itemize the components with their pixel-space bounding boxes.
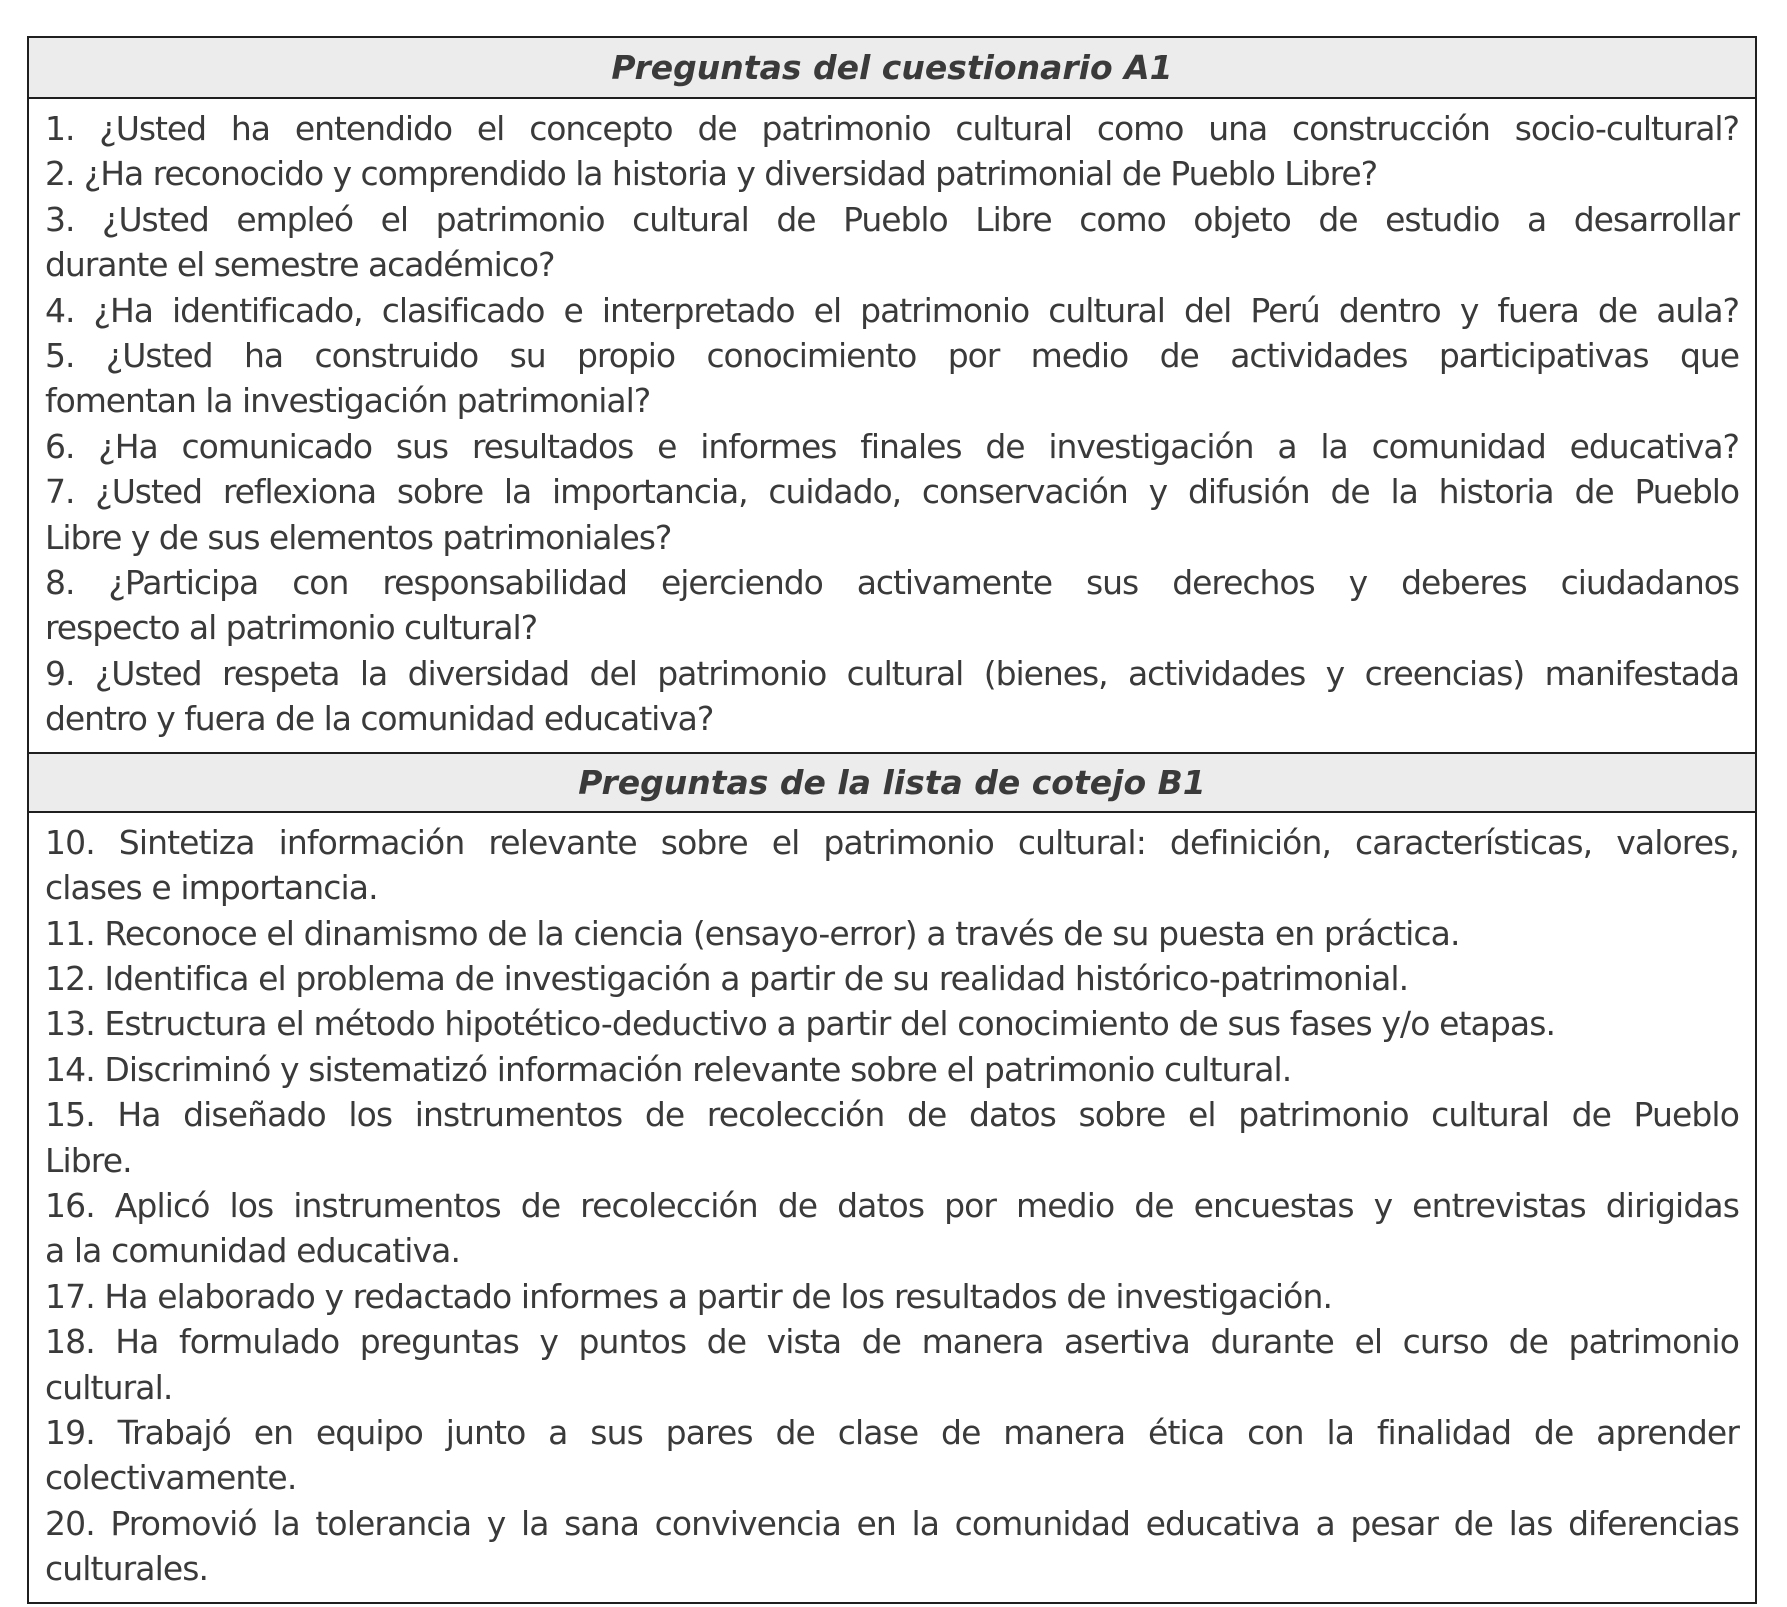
- question-line: cultural.: [45, 1367, 173, 1407]
- question-line: 18. Ha formulado preguntas y puntos de vista de manera asertiva durante el curso de patrimonio: [45, 1322, 1739, 1362]
- section-body-b1: [29, 813, 1755, 1602]
- question-line: 10. Sintetiza información relevante sobre el patrimonio cultural: definición, características, valores,: [45, 822, 1739, 862]
- question-line: 5. ¿Usted ha construido su propio conocimiento por medio de actividades participativas que: [45, 336, 1739, 376]
- questions-table: [27, 36, 1757, 1604]
- question-line: 20. Promovió la tolerancia y la sana convivencia en la comunidad educativa a pesar de las diferencias: [45, 1503, 1739, 1543]
- question-line: 16. Aplicó los instrumentos de recolección de datos por medio de encuestas y entrevistas dirigidas: [45, 1185, 1739, 1225]
- question-line: culturales.: [45, 1549, 209, 1589]
- question-line: 6. ¿Ha comunicado sus resultados e informes finales de investigación a la comunidad educativa?: [45, 426, 1739, 466]
- question-line: colectivamente.: [45, 1458, 297, 1498]
- question-line: 1. ¿Usted ha entendido el concepto de patrimonio cultural como una construcción socio-cultural?: [45, 109, 1739, 148]
- question-line: respecto al patrimonio cultural?: [45, 608, 538, 648]
- question-line: 11. Reconoce el dinamismo de la ciencia (ensayo-error) a través de su puesta en práctica.: [45, 913, 1460, 953]
- question-line: 9. ¿Usted respeta la diversidad del patrimonio cultural (bienes, actividades y creencias) manifestada: [45, 653, 1739, 693]
- question-line: 15. Ha diseñado los instrumentos de recolección de datos sobre el patrimonio cultural de Pueblo: [45, 1095, 1739, 1135]
- question-line: durante el semestre académico?: [45, 245, 555, 285]
- question-line: 14. Discriminó y sistematizó información relevante sobre el patrimonio cultural.: [45, 1049, 1292, 1089]
- question-line: 19. Trabajó en equipo junto a sus pares de clase de manera ética con la finalidad de aprender: [45, 1412, 1739, 1452]
- question-line: 3. ¿Usted empleó el patrimonio cultural de Pueblo Libre como objeto de estudio a desarrollar: [45, 199, 1739, 239]
- question-line: 2. ¿Ha reconocido y comprendido la historia y diversidad patrimonial de Pueblo Libre?: [45, 154, 1378, 194]
- question-line: 13. Estructura el método hipotético-deductivo a partir del conocimiento de sus fases y/o etapas.: [45, 1004, 1556, 1044]
- question-line: 12. Identifica el problema de investigación a partir de su realidad histórico-patrimonial.: [45, 958, 1409, 998]
- section-header-b1: Preguntas de la lista de cotejo B1: [29, 752, 1755, 813]
- question-line: 4. ¿Ha identificado, clasificado e interpretado el patrimonio cultural del Perú dentro y fuera de aula?: [45, 290, 1739, 330]
- question-line: dentro y fuera de la comunidad educativa?: [45, 699, 714, 739]
- question-line: clases e importancia.: [45, 868, 378, 908]
- question-line: 8. ¿Participa con responsabilidad ejerciendo activamente sus derechos y deberes ciudadanos: [45, 563, 1739, 603]
- section-header-a1: Preguntas del cuestionario A1: [29, 38, 1755, 99]
- question-line: 17. Ha elaborado y redactado informes a partir de los resultados de investigación.: [45, 1276, 1333, 1316]
- question-line: Libre y de sus elementos patrimoniales?: [45, 517, 672, 557]
- question-line: fomentan la investigación patrimonial?: [45, 381, 651, 421]
- question-line: 7. ¿Usted reflexiona sobre la importancia, cuidado, conservación y difusión de la historia de Pueblo: [45, 472, 1739, 512]
- question-line: Libre.: [45, 1140, 132, 1180]
- question-line: a la comunidad educativa.: [45, 1231, 461, 1271]
- section-body-a1: [29, 99, 1755, 752]
